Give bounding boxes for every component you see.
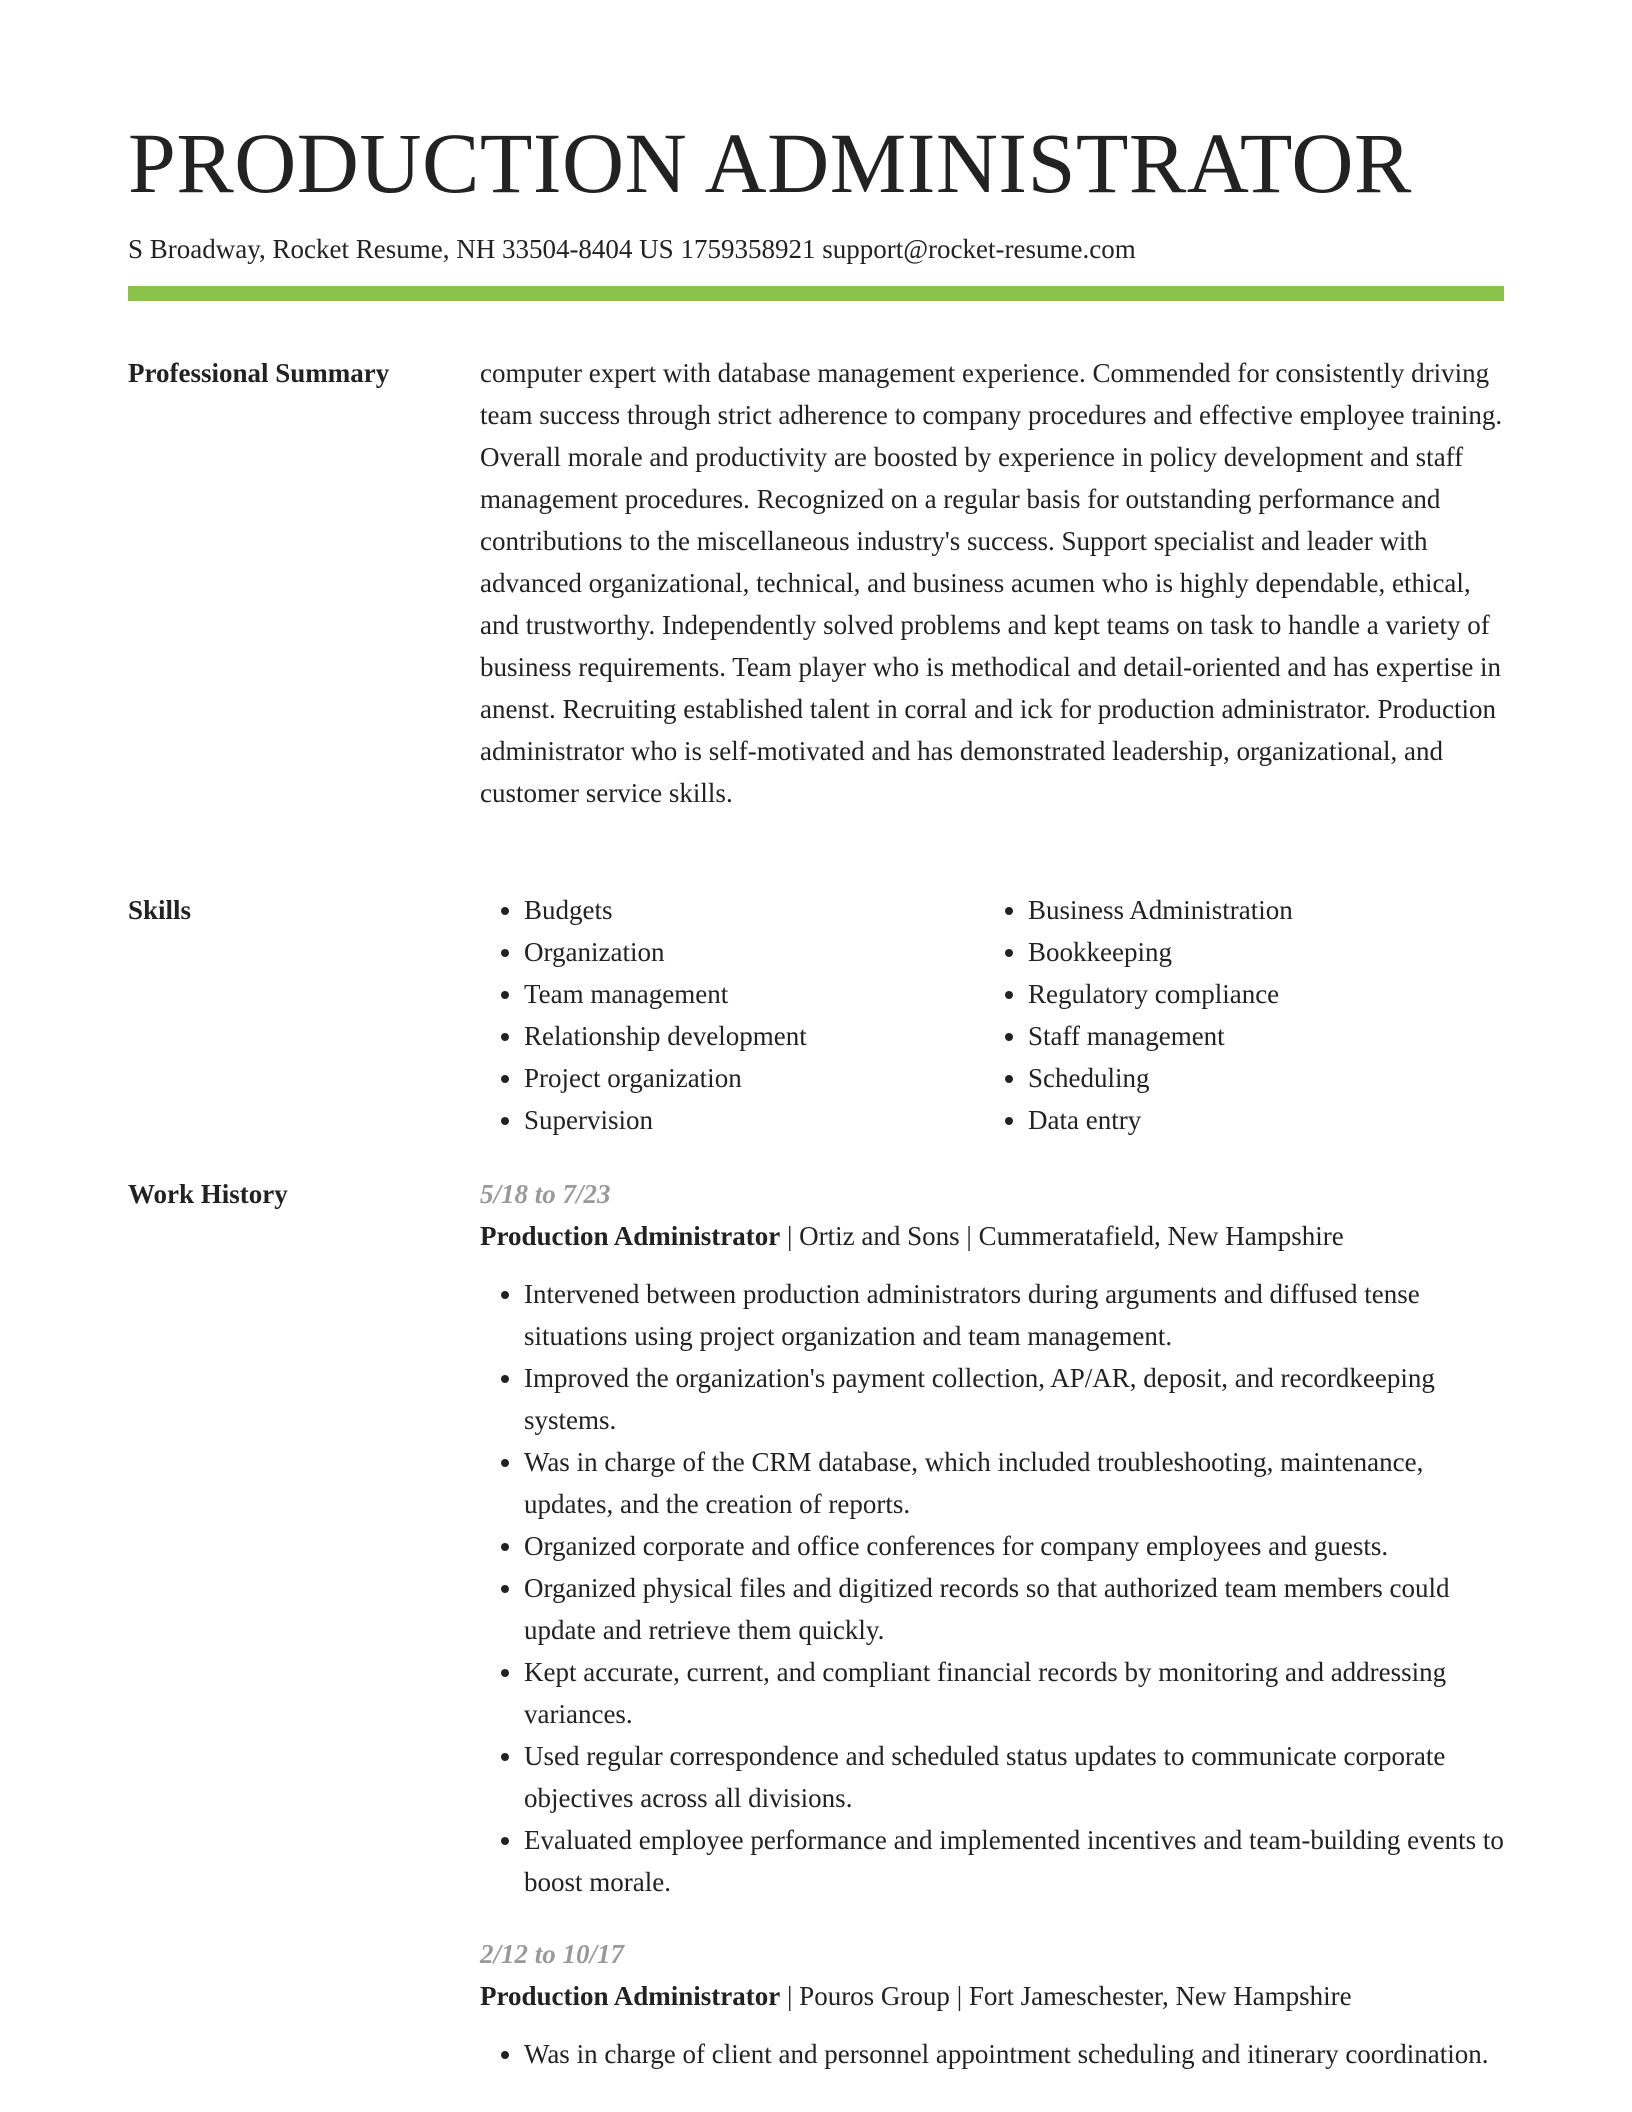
job-bullet: • Organized corporate and office conferences for company employees and guests. — [524, 1525, 1504, 1567]
contact-info: S Broadway, Rocket Resume, NH 33504-8404 US 1759358921 support@rocket-resume.com — [128, 234, 1136, 264]
job-title: Production Administrator — [480, 1981, 781, 2011]
separator: | — [780, 1981, 800, 2011]
resume-title: PRODUCTION ADMINISTRATOR — [128, 115, 1412, 211]
job-company: Ortiz and Sons — [799, 1221, 960, 1251]
job-dates: 5/18 to 7/23 — [480, 1179, 611, 1209]
separator: | — [959, 1221, 979, 1251]
job-bullet: • Kept accurate, current, and compliant financial records by monitoring and addressing variances. — [524, 1651, 1504, 1735]
work-history-label: Work History — [128, 1179, 288, 1209]
job-bullet: • Intervened between production administrators during arguments and diffused tense situations using project organization and team management. — [524, 1273, 1504, 1357]
skill-item: • Project organization — [524, 1057, 984, 1099]
job-bullet: • Was in charge of the CRM database, which included troubleshooting, maintenance, updates, and the creation of reports. — [524, 1441, 1504, 1525]
skill-item: • Regulatory compliance — [1028, 973, 1488, 1015]
skill-item: • Supervision — [524, 1099, 984, 1141]
job-bullet: • Organized physical files and digitized records so that authorized team members could update and retrieve them quickly. — [524, 1567, 1504, 1651]
job-company: Pouros Group — [799, 1981, 950, 2011]
job-location: Fort Jameschester, New Hampshire — [968, 1981, 1352, 2011]
skills-body — [480, 889, 1504, 1141]
skill-item: • Data entry — [1028, 1099, 1488, 1141]
skill-item: • Bookkeeping — [1028, 931, 1488, 973]
job-bullets — [480, 2033, 1504, 2075]
accent-divider — [128, 286, 1504, 301]
job-heading — [480, 1215, 1504, 1257]
skills-label: Skills — [128, 895, 192, 925]
skills-columns — [480, 889, 1504, 1141]
skill-item: • Budgets — [524, 889, 984, 931]
work-history-body — [480, 1173, 1504, 2105]
skill-item: • Organization — [524, 931, 984, 973]
summary-label: Professional Summary — [128, 358, 390, 388]
summary-text: computer expert with database management experience. Commended for consistently driving team success through strict adherence to company procedures and effective employee training. Overall morale and productivity are boosted by experience in policy development and staff management procedures. Recognized on a regular basis for outstanding performance and contributions to the miscellaneous industry's success. Support specialist and leader with advanced organizational, technical, and business acumen who is highly dependable, ethical, and trustworthy. Independently solved problems and kept teams on task to handle a variety of business requirements. Team player who is methodical and detail-oriented and has expertise in anenst. Recruiting established talent in corral and ick for production administrator. Production administrator who is self-motivated and has demonstrated leadership, organizational, and customer service skills. — [480, 358, 1503, 808]
job-dates: 2/12 to 10/17 — [480, 1939, 625, 1969]
skill-item: • Business Administration — [1028, 889, 1488, 931]
job-heading — [480, 1975, 1504, 2017]
skill-item: • Relationship development — [524, 1015, 984, 1057]
summary-body — [480, 352, 1504, 814]
skill-item: • Team management — [524, 973, 984, 1015]
skills-list-right — [984, 889, 1488, 1141]
skills-list-left — [480, 889, 984, 1141]
separator: | — [949, 1981, 969, 2011]
job-title: Production Administrator — [480, 1221, 781, 1251]
job-bullet: • Improved the organization's payment collection, AP/AR, deposit, and recordkeeping systems. — [524, 1357, 1504, 1441]
skill-item: • Staff management — [1028, 1015, 1488, 1057]
separator: | — [780, 1221, 800, 1251]
job-entry — [480, 1933, 1504, 2075]
job-bullet: • Used regular correspondence and scheduled status updates to communicate corporate objectives across all divisions. — [524, 1735, 1504, 1819]
job-bullet: • Was in charge of client and personnel appointment scheduling and itinerary coordination. — [524, 2033, 1504, 2075]
skill-item: • Scheduling — [1028, 1057, 1488, 1099]
job-entry — [480, 1173, 1504, 1903]
job-bullet: • Evaluated employee performance and implemented incentives and team-building events to boost morale. — [524, 1819, 1504, 1903]
job-bullets — [480, 1273, 1504, 1903]
job-location: Cummeratafield, New Hampshire — [978, 1221, 1344, 1251]
